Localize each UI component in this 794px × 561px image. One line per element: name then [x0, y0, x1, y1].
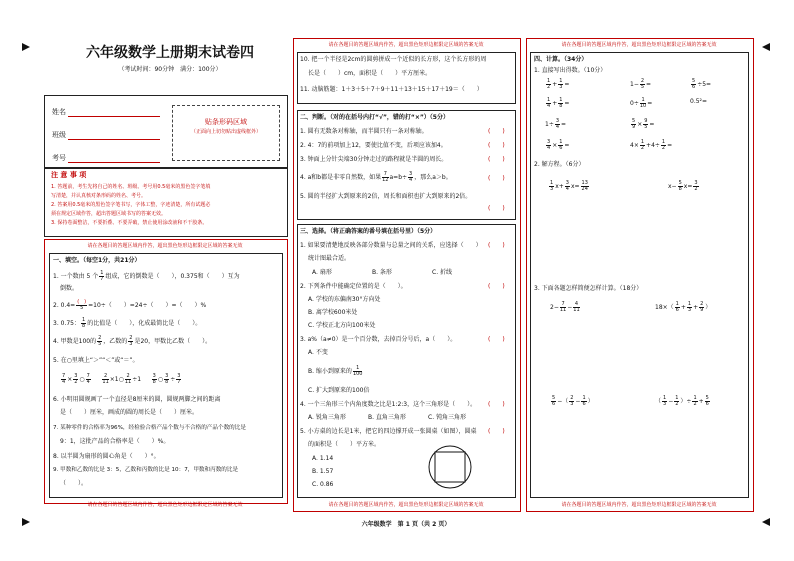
notice-item: 1. 答题前，考生先将自己的姓名、班级、考号用0.5毫米的黑色签字笔填: [51, 184, 211, 190]
q1-7: 7. 某种零件的合格率为96%，经检验合格产品个数与不合格的产品个数的比是: [53, 425, 246, 431]
id-input-line[interactable]: [68, 162, 160, 163]
calc-item: $\frac{5}{6}$ ÷5=: [692, 78, 712, 90]
s3-q1b: 统计图最合适。: [308, 255, 351, 262]
s4-part1-title: 1. 直接写出得数。（10分）: [534, 67, 607, 74]
section-2-title: 二、判断。（对的在括号内打“√”，错的打“×”）（5分）: [300, 114, 449, 121]
calc-item: 0.5²=: [690, 98, 707, 105]
q1-1: 1. 一个数由 5 个 $\frac{1}{7}$ 组成，它的倒数是（ ），0.375和（ ）互为: [53, 270, 240, 282]
page-title: 六年级数学上册期末试卷四: [86, 45, 254, 61]
s3-q2: 2. 下列条件中能确定位置的是（ ）。: [300, 283, 407, 290]
s3-q4-option: B. 直角三角形: [368, 414, 406, 421]
notice-title: 注 意 事 项: [51, 171, 87, 179]
region-warning: 请在各题目的答题区域内作答，超出黑色矩形边框限定区域的答案无效: [87, 502, 243, 508]
s2-answer-paren[interactable]: ( ): [488, 156, 505, 163]
name-input-line[interactable]: [68, 116, 160, 117]
q1-10: 10. 把一个半径是2cm的圆剪拼成一个近似的长方形，这个长方形的周: [300, 56, 487, 63]
s3-q1-option: B. 条形: [372, 269, 392, 276]
s3-q2-option: C. 学校正北方向100米处: [308, 322, 376, 329]
s2-item: 5. 圆的半径扩大到原来的2倍，周长和面积也扩大到原来的2倍。: [300, 193, 472, 200]
calc-item: $\frac{1}{4}$ + $\frac{1}{8}$ =: [547, 97, 570, 109]
s3-q4-option: A. 锐角三角形: [308, 414, 346, 421]
calc-item: $\frac{1}{2}$ + $\frac{1}{3}$ =: [547, 78, 570, 90]
q1-4: 4. 甲数是100的 $\frac{2}{5}$ ，乙数的 $\frac{2}{3}$ 是20，甲数比乙数（ ）。: [53, 335, 212, 347]
s3-q4-option: C. 钝角三角形: [428, 414, 467, 421]
calc-item: $\frac{3}{4}$ × $\frac{1}{6}$ =: [547, 139, 570, 151]
section-3-title: 三、选择。（将正确答案的番号填在括号里）（5分）: [300, 228, 437, 235]
simplify-2: 18×（ $\frac{1}{6}$ + $\frac{1}{3}$ + $\frac{2}{9}$ ）: [655, 301, 712, 313]
calc-item: $\frac{5}{9}$ × $\frac{9}{5}$ =: [632, 118, 655, 130]
registration-mark: [762, 43, 770, 51]
section-4-title: 四、计算。（34分）: [534, 56, 588, 63]
region-warning: 请在各题目的答题区域内作答，超出黑色矩形边框限定区域的答案无效: [561, 502, 717, 508]
s3-answer-paren[interactable]: ( ): [488, 283, 505, 290]
page-footer: 六年级数学 第 1 页（共 2 页）: [361, 521, 451, 528]
registration-mark: [762, 518, 770, 526]
calc-item: 1÷ $\frac{3}{4}$ =: [545, 118, 567, 130]
s3-q3: 3. a%（a≠0）是一个百分数，去掉百分号后，a（ ）。: [300, 336, 457, 343]
region-warning: 请在各题目的答题区域内作答，超出黑色矩形边框限定区域的答案无效: [87, 243, 243, 249]
q1-8: 8. 以半圆为扇形的圆心角是（ ）°。: [53, 453, 160, 460]
q1-2: 2. 0.4= $\frac{( )}{5}$ =10÷（ ）=24÷（ ）=（ ）%: [53, 299, 207, 311]
field-id-label: 考号: [52, 154, 66, 162]
notice-item: 写清楚，并认真核对条形码的姓名、考号。: [51, 193, 147, 199]
s4-part3-title: 3. 下面各题怎样简便怎样计算。（18分）: [534, 285, 643, 292]
region-warning: 请在各题目的答题区域内作答，超出黑色矩形边框限定区域的答案无效: [328, 502, 484, 508]
q1-10b: 长是（ ）cm，面积是（ ）平方厘米。: [308, 70, 432, 77]
section-2-box: [297, 110, 516, 220]
s3-q1-option: C. 折线: [432, 269, 453, 276]
barcode-area: [172, 105, 280, 161]
s3-q5-option: C. 0.86: [312, 481, 334, 488]
region-warning: 请在各题目的答题区域内作答，超出黑色矩形边框限定区域的答案无效: [328, 42, 484, 48]
s3-answer-paren[interactable]: ( ): [488, 336, 505, 343]
s2-answer-paren[interactable]: ( ): [488, 205, 505, 212]
s2-item: 2. 4：7的前项加上12，要使比值不变，后项应该加4。: [300, 142, 447, 149]
q1-5: 5. 在○里填上“＞”“＜”或“＝”。: [53, 357, 139, 364]
s3-answer-paren[interactable]: ( ): [488, 401, 505, 408]
s3-q3-option: A. 不变: [308, 349, 328, 356]
q1-11: 11. 动脑筋题：1＋3＋5＋7＋9＋11＋13＋15＋17＋19＝（ ）: [300, 86, 483, 93]
notice-item: 3. 保持卷面整洁，不要折叠、不要弄破，禁止使用涂改液和不干胶条。: [51, 220, 208, 226]
s3-q2-option: A. 学校的东偏南30°方向处: [308, 296, 381, 303]
s2-answer-paren[interactable]: ( ): [488, 142, 505, 149]
q1-6b: 是（ ）厘米，画成的圆的周长是（ ）厘米。: [60, 409, 199, 416]
s3-q3-option: C. 扩大到原来的100倍: [308, 387, 370, 394]
compare-row: $\frac{7}{4}$ × $\frac{3}{2}$ ○ $\frac{7}{4}$ $\frac{2}{11}$ ×1○ $\frac{2}{11}$ ÷1 $\frac{3}{8}$ ○ $\frac{3}{8}$ ÷ $\frac{3}{7}$: [62, 373, 181, 385]
registration-mark: [22, 43, 30, 51]
calc-item: 0÷ $\frac{1}{10}$ =: [630, 97, 653, 109]
field-class-label: 班级: [52, 131, 66, 139]
q1-1b: 倒数。: [60, 285, 79, 292]
circle-square-figure: [425, 442, 475, 492]
calc-item: 1− $\frac{2}{5}$ =: [630, 78, 652, 90]
barcode-title: 贴条形码区域: [205, 118, 247, 126]
s3-q1: 1. 如果要清楚地反映各部分数量与总量之间的关系，应选择（ ）: [300, 242, 482, 249]
s4-part2-title: 2. 解方程。（6分）: [534, 161, 585, 168]
field-name-label: 姓名: [52, 108, 66, 116]
notice-item: 2. 答案用0.5毫米的黑色签字笔书写，字体工整，字迹清楚，所有试题必: [51, 202, 211, 208]
barcode-subtitle: （正面向上切勿贴出虚线框外）: [190, 129, 261, 136]
notice-box: [44, 167, 288, 237]
s2-item: 1. 圆有无数条对称轴，而半圆只有一条对称轴。: [300, 128, 428, 135]
s3-q1-option: A. 扇形: [312, 269, 332, 276]
s3-answer-paren[interactable]: ( ): [488, 428, 505, 435]
equation-1: $\frac{1}{3}$ x+ $\frac{3}{4}$ x= $\frac{13}{24}$: [550, 180, 588, 192]
section-1-title: 一、填空。（每空1分，共21分）: [53, 257, 141, 264]
s2-answer-paren[interactable]: ( ): [488, 128, 505, 135]
region-warning: 请在各题目的答题区域内作答，超出黑色矩形边框限定区域的答案无效: [561, 42, 717, 48]
s2-item: 4. a和b都是非零自然数，如果 $\frac{7}{12}$ a=b÷ $\frac{3}{4}$ ，那么a＞b。: [300, 171, 452, 183]
q1-7b: 9：1，这批产品的合格率是（ ）%。: [60, 438, 170, 445]
calc-item: 4× $\frac{1}{2}$ +4÷ $\frac{1}{2}$ =: [630, 139, 673, 151]
registration-mark: [22, 518, 30, 526]
s3-q5-option: A. 1.14: [312, 455, 334, 462]
equation-2: x− $\frac{5}{8}$ x= $\frac{3}{2}$: [668, 180, 698, 192]
s3-q3-option: B. 缩小到原来的 $\frac{1}{100}$: [308, 365, 363, 377]
exam-info: （考试时间：90分钟 满分：100分）: [118, 66, 222, 73]
q1-6: 6. 小明用圆规画了一个直径是8厘米的圆，圆规两脚之间的距离: [53, 396, 221, 403]
s3-q4: 4. 一个三角形三个内角度数之比是1:2:3，这个三角形是（ ）。: [300, 401, 477, 408]
s3-q2-option: B. 离学校600米处: [308, 309, 358, 316]
s2-item: 3. 钟面上分针尖端30分钟走过的路程就是半圆的周长。: [300, 156, 448, 163]
simplify-3: $\frac{5}{6}$ −（ $\frac{2}{3}$ − $\frac{1}{6}$ ）: [552, 395, 594, 407]
s3-answer-paren[interactable]: ( ): [488, 242, 505, 249]
q1-9b: （ ）。: [60, 480, 88, 487]
s3-q5-option: B. 1.57: [312, 468, 334, 475]
s2-answer-paren[interactable]: ( ): [488, 175, 505, 182]
q1-3: 3. 0.75： $\frac{1}{8}$ 的比值是（ ），化成最简比是（ ）。: [53, 317, 202, 329]
notice-item: 须在规定区域作答，超出答题区域书写的答案无效。: [51, 211, 167, 217]
notice-items: [51, 183, 210, 228]
s3-q5: 5. 小方桌的边长是1米，把它的四边撑开成一张圆桌（如图），圆桌: [300, 428, 477, 435]
class-input-line[interactable]: [68, 139, 160, 140]
simplify-1: 2− $\frac{7}{11}$ − $\frac{4}{11}$: [550, 301, 580, 313]
q1-9: 9. 甲数和乙数的比是 3：5，乙数和丙数的比是 10：7，甲数和丙数的比是: [53, 467, 239, 473]
simplify-4: （ $\frac{1}{3}$ − $\frac{1}{2}$ ）÷ $\frac{1}{2}$ + $\frac{5}{6}$: [655, 395, 709, 407]
s3-q5b: 的面积是（ ）平方米。: [308, 441, 381, 448]
